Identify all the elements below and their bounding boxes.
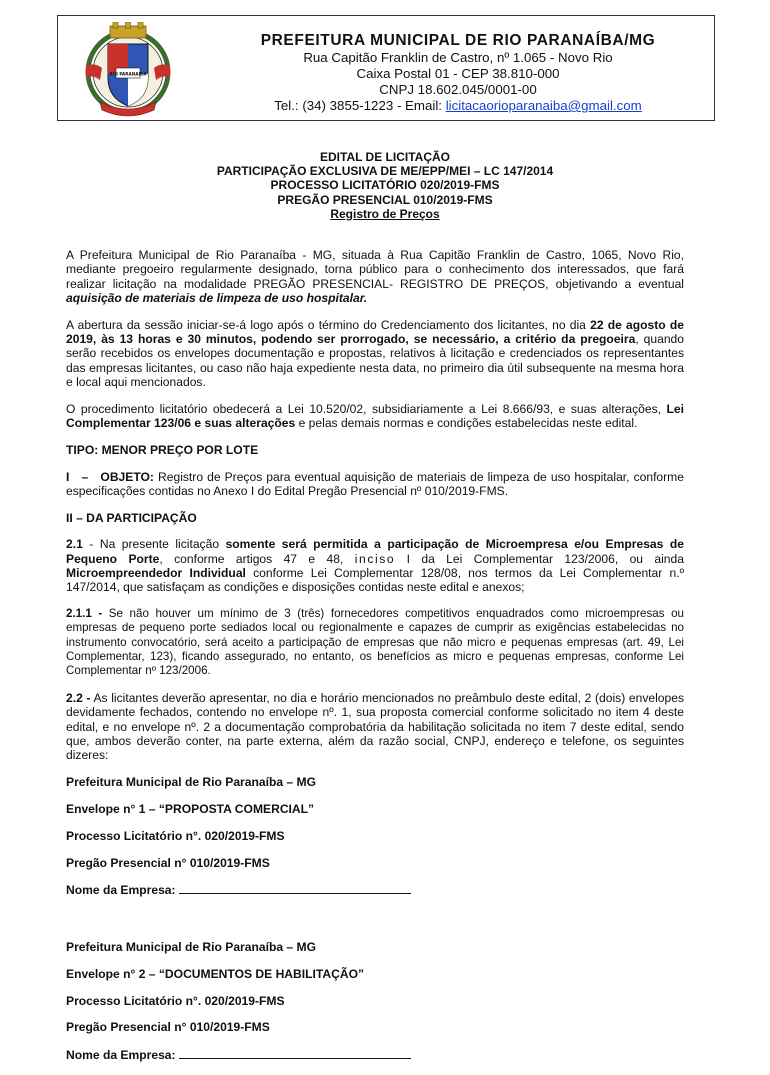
envelope-1-company-blank (179, 882, 411, 894)
envelope-2-title: Envelope n° 2 – “DOCUMENTOS DE HABILITAÇÃO” (66, 966, 365, 981)
contact-line (218, 98, 698, 114)
municipality-title: PREFEITURA MUNICIPAL DE RIO PARANAÍBA/MG (260, 32, 656, 49)
phone-text: Tel.: (34) 3855-1223 - Email: (274, 98, 446, 113)
procedure-law: Lei Complementar 123/06 e suas alterações (66, 401, 684, 430)
paragraph-2-1-text-1: - Na presente licitação (82, 537, 226, 552)
objeto-label: I – OBJETO: (66, 469, 154, 484)
municipal-crest-icon (82, 22, 174, 118)
edital-process: PROCESSO LICITATÓRIO 020/2019-FMS (270, 178, 500, 193)
envelope-2-company-label: Nome da Empresa: (66, 1048, 179, 1063)
envelope-2-process: Processo Licitatório n°. 020/2019-FMS (66, 993, 285, 1008)
opening-text-1: A abertura da sessão iniciar-se-á logo após o término do Credenciamento dos licitantes, no dia (66, 317, 591, 332)
edital-title: EDITAL DE LICITAÇÃO (320, 150, 450, 164)
procedure-text-2: e pelas demais normas e condições estabelecidas neste edital. (295, 415, 638, 430)
postal-line: Caixa Postal 01 - CEP 38.810-000 (356, 66, 560, 81)
opening-date: 22 de agosto de 2019, às 13 horas e 30 minutos, podendo ser prorrogado, se necessário, a critério da pregoeira (66, 317, 684, 346)
envelope-1-company-label: Nome da Empresa: (66, 883, 179, 898)
paragraph-2-1-1-number: 2.1.1 - (66, 607, 103, 621)
tipo-heading: TIPO: MENOR PREÇO POR LOTE (66, 442, 259, 457)
paragraph-2-2-number: 2.2 - (66, 691, 91, 706)
paragraph-2-2-text: As licitantes deverão apresentar, no dia e horário mencionados no preâmbulo deste edital, 2 (dois) envelopes devidamente fechados, contendo no envelope nº. 1, sua proposta comercial conforme solicitado no item 4 deste edital, e no envelope nº. 2 a documentação comprobatória da habilitação solicitada no item 7 deste edital, sendo que, ambos deverão conter, na parte externa, além da razão social, CNPJ, endereço e telefone, os seguintes dizeres: (66, 691, 684, 763)
paragraph-2-2 (66, 691, 684, 762)
intro-text: A Prefeitura Municipal de Rio Paranaíba - MG, situada à Rua Capitão Franklin de Castro, 1065, Novo Rio, mediante pregoeiro regularmente designado, torna público para o conhecimento dos interessados, que fará realizar licitação na modalidade PREGÃO PRESENCIAL- REGISTRO DE PREÇOS, objetivando a eventual (66, 248, 684, 291)
document-body (66, 248, 684, 1075)
procedure-paragraph (66, 402, 684, 431)
paragraph-2-1-bold-2: Microempreendedor Individual (66, 566, 246, 581)
paragraph-2-1-text-2: , conforme artigos 47 e 48, (159, 551, 355, 566)
envelope-1-title: Envelope n° 1 – “PROPOSTA COMERCIAL” (66, 801, 315, 816)
address-line: Rua Capitão Franklin de Castro, nº 1.065 - Novo Rio (303, 50, 613, 65)
paragraph-2-1-inciso: inciso (354, 551, 396, 566)
intro-emphasis: aquisição de materiais de limpeza de uso hospitalar. (66, 290, 368, 305)
svg-text:RIO PARANAIBA: RIO PARANAIBA (109, 71, 147, 77)
edital-pregao: PREGÃO PRESENCIAL 010/2019-FMS (277, 192, 493, 207)
objeto-text: Registro de Preços para eventual aquisição de materiais de limpeza de uso hospitalar, conforme especificações contidas no Anexo I do Edital Pregão Presencial nº 010/2019-FMS. (66, 469, 684, 498)
procedure-text-1: O procedimento licitatório obedecerá a Lei 10.520/02, subsidiariamente a Lei 8.666/93, e suas alterações, (66, 401, 667, 416)
envelope-1-label (66, 775, 684, 897)
edital-participation: PARTICIPAÇÃO EXCLUSIVA DE ME/EPP/MEI – LC 147/2014 (216, 164, 554, 179)
paragraph-2-1-1-text: Se não houver um mínimo de 3 (três) fornecedores competitivos enquadrados como microempresas ou empresas de pequeno porte sediados local ou regionalmente e capazes de cumprir as exigências estabelecidas no instrumento convocatório, será aceito a participação de empresas que não micro e pequenas empresas (art. 49, Lei Complementar, 123), ficando assegurado, no entanto, os benefícios as micro e pequenas empresas, conforme Lei Complementar nº 123/2006. (66, 607, 685, 678)
intro-paragraph (66, 248, 684, 305)
envelope-2-pregao: Pregão Presencial n° 010/2019-FMS (66, 1020, 270, 1035)
opening-text-2: , quando serão recebidos os envelopes documentação e propostas, relativos à licitação e credenciados os representantes das empresas licitantes, ou caso não haja expediente nesta data, no primeiro dia útil subsequente na mesma hora e local aqui mencionados. (66, 331, 684, 389)
envelope-1-company-line (66, 882, 684, 897)
edital-heading (150, 150, 620, 221)
envelope-2-company-line (66, 1047, 684, 1062)
paragraph-2-1-number: 2.1 (66, 537, 83, 552)
edital-registro: Registro de Preços (330, 206, 440, 221)
section-participacao-title: II – DA PARTICIPAÇÃO (66, 510, 197, 525)
paragraph-2-1 (66, 537, 684, 594)
envelope-2-company-blank (179, 1047, 411, 1059)
envelope-1-municipality: Prefeitura Municipal de Rio Paranaíba – MG (66, 775, 317, 790)
paragraph-2-1-text-3: I da Lei Complementar 123/2006, ou ainda (395, 551, 684, 566)
objeto-paragraph (66, 470, 684, 499)
envelope-2-municipality: Prefeitura Municipal de Rio Paranaíba – MG (66, 940, 317, 955)
paragraph-2-1-text-4: conforme Lei Complementar 128/08, nos termos da Lei Complementar n.º 147/2014, que satisfaçam as condições e disposições contidas neste edital e anexos; (66, 566, 684, 595)
email-link[interactable]: licitacaorioparanaiba@gmail.com (445, 98, 642, 113)
envelope-1-pregao: Pregão Presencial n° 010/2019-FMS (66, 855, 270, 870)
paragraph-2-1-bold-1: somente será permitida a participação de Microempresa e/ou Empresas de Pequeno Porte (66, 537, 684, 566)
envelope-1-process: Processo Licitatório n°. 020/2019-FMS (66, 828, 285, 843)
envelope-2-label (66, 940, 684, 1062)
paragraph-2-1-1 (66, 607, 684, 678)
opening-paragraph (66, 318, 684, 389)
letterhead (57, 15, 715, 121)
cnpj-line: CNPJ 18.602.045/0001-00 (379, 82, 537, 97)
